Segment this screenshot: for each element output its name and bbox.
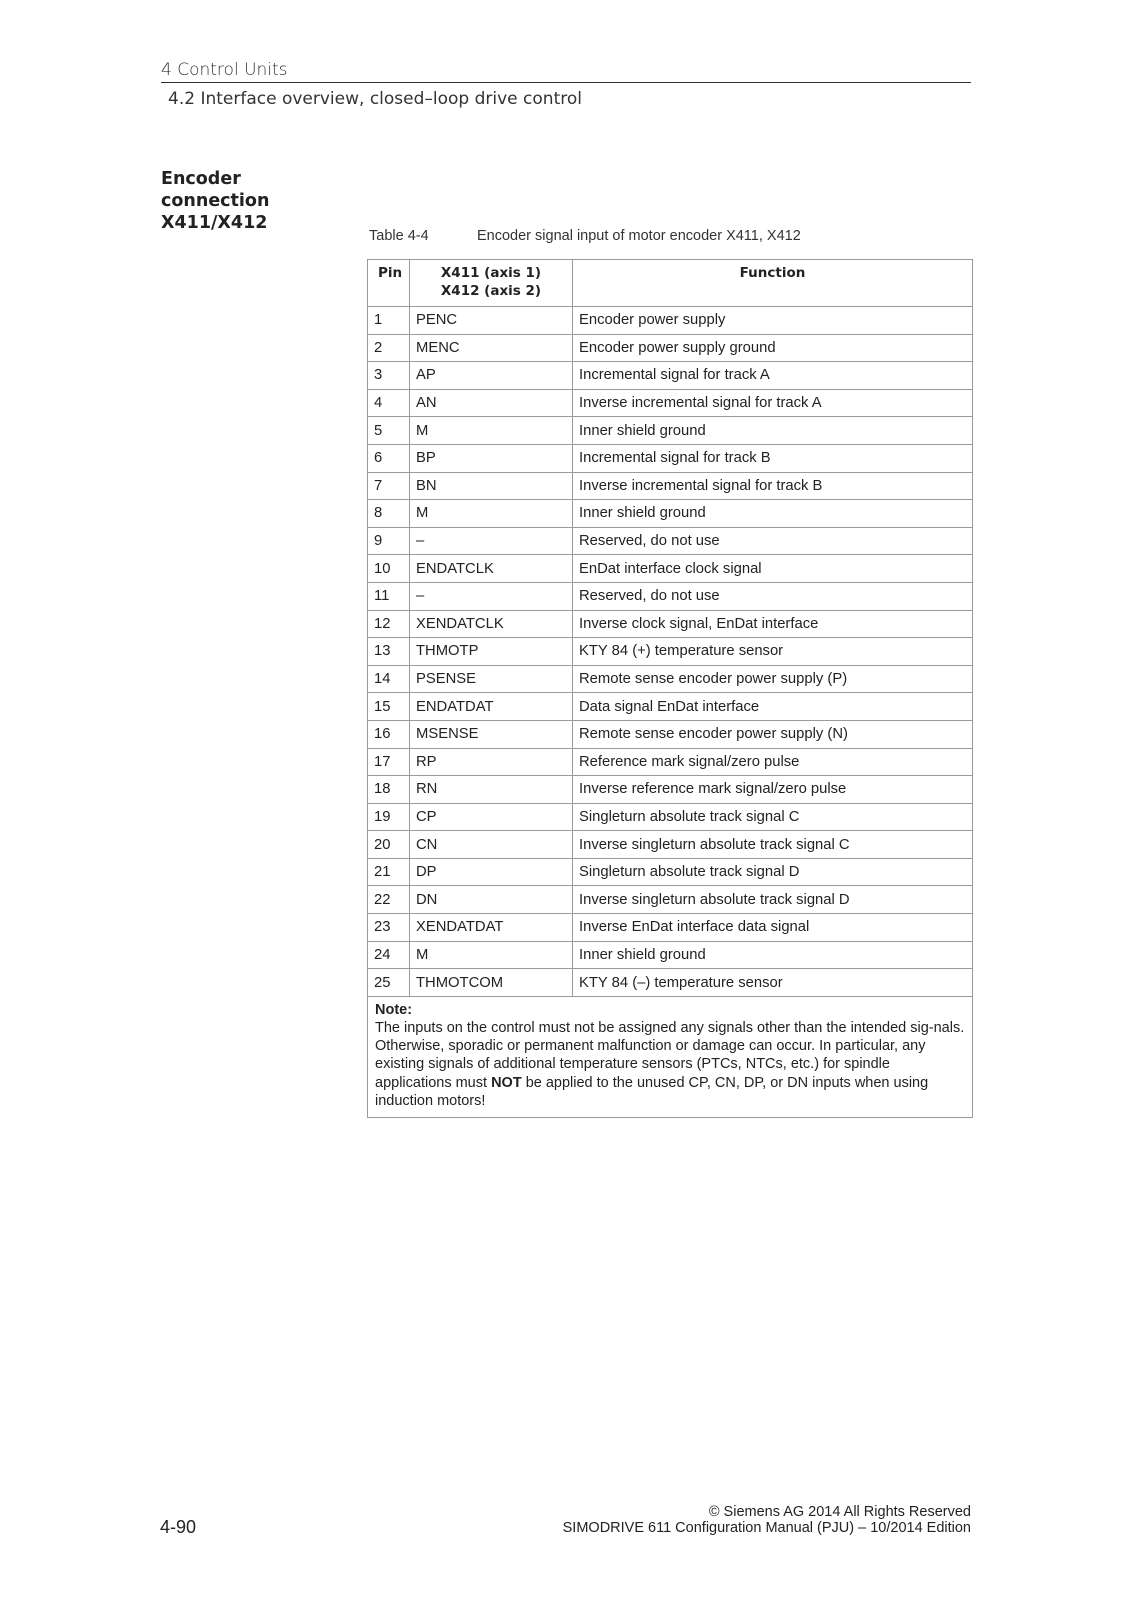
table-row xyxy=(368,941,973,969)
section-header: 4.2 Interface overview, closed–loop drive control xyxy=(168,89,582,109)
table-row xyxy=(368,307,973,335)
function-cell: Incremental signal for track B xyxy=(573,444,973,472)
axis2-header: X412 (axis 2) xyxy=(440,283,542,299)
table-row xyxy=(368,693,973,721)
pin-cell: 19 xyxy=(368,803,410,831)
signal-cell: RP xyxy=(410,748,573,776)
signal-cell: AP xyxy=(410,362,573,390)
table-header-row xyxy=(368,260,973,307)
function-cell: KTY 84 (+) temperature sensor xyxy=(573,638,973,666)
footer-info xyxy=(563,1504,971,1536)
note-row xyxy=(368,996,973,1117)
signal-cell: ENDATCLK xyxy=(410,555,573,583)
table-row xyxy=(368,472,973,500)
pin-cell: 15 xyxy=(368,693,410,721)
table-row xyxy=(368,665,973,693)
table-row xyxy=(368,776,973,804)
table-row xyxy=(368,610,973,638)
table-row xyxy=(368,500,973,528)
function-cell: Remote sense encoder power supply (P) xyxy=(573,665,973,693)
table-row xyxy=(368,748,973,776)
function-cell: Reserved, do not use xyxy=(573,582,973,610)
pin-cell: 22 xyxy=(368,886,410,914)
pin-cell: 6 xyxy=(368,444,410,472)
function-cell: Remote sense encoder power supply (N) xyxy=(573,720,973,748)
signal-cell: THMOTP xyxy=(410,638,573,666)
table-row xyxy=(368,444,973,472)
signal-cell: THMOTCOM xyxy=(410,969,573,997)
table-row xyxy=(368,886,973,914)
function-cell: Reserved, do not use xyxy=(573,527,973,555)
function-cell: Inverse incremental signal for track A xyxy=(573,389,973,417)
pin-column-header: Pin xyxy=(368,260,410,307)
function-cell: Inner shield ground xyxy=(573,500,973,528)
pin-cell: 11 xyxy=(368,582,410,610)
pin-cell: 24 xyxy=(368,941,410,969)
pin-cell: 14 xyxy=(368,665,410,693)
pin-cell: 25 xyxy=(368,969,410,997)
signal-cell: MENC xyxy=(410,334,573,362)
function-cell: Inverse singleturn absolute track signal C xyxy=(573,831,973,859)
chapter-header: 4 Control Units xyxy=(161,59,971,83)
table-caption-number: Table 4-4 xyxy=(369,228,429,244)
copyright-line: © Siemens AG 2014 All Rights Reserved xyxy=(708,1504,971,1520)
pin-cell: 1 xyxy=(368,307,410,335)
function-cell: Inverse clock signal, EnDat interface xyxy=(573,610,973,638)
pin-cell: 23 xyxy=(368,914,410,942)
signal-cell: DN xyxy=(410,886,573,914)
pin-cell: 13 xyxy=(368,638,410,666)
pin-cell: 4 xyxy=(368,389,410,417)
table-row xyxy=(368,555,973,583)
function-cell: EnDat interface clock signal xyxy=(573,555,973,583)
table-row xyxy=(368,389,973,417)
table-row xyxy=(368,527,973,555)
page-number: 4-90 xyxy=(160,1517,197,1537)
pin-cell: 2 xyxy=(368,334,410,362)
pin-cell: 17 xyxy=(368,748,410,776)
function-cell: Inverse reference mark signal/zero pulse xyxy=(573,776,973,804)
table-row xyxy=(368,638,973,666)
table-row xyxy=(368,362,973,390)
signal-cell: MSENSE xyxy=(410,720,573,748)
function-cell: Encoder power supply xyxy=(573,307,973,335)
signal-cell: AN xyxy=(410,389,573,417)
function-cell: Singleturn absolute track signal C xyxy=(573,803,973,831)
pin-cell: 21 xyxy=(368,858,410,886)
function-cell: Inverse EnDat interface data signal xyxy=(573,914,973,942)
signal-cell: – xyxy=(410,582,573,610)
pin-cell: 7 xyxy=(368,472,410,500)
pin-cell: 9 xyxy=(368,527,410,555)
function-cell: Singleturn absolute track signal D xyxy=(573,858,973,886)
pin-cell: 10 xyxy=(368,555,410,583)
pin-cell: 12 xyxy=(368,610,410,638)
pin-cell: 16 xyxy=(368,720,410,748)
signal-cell: – xyxy=(410,527,573,555)
side-heading-line: Encoder xyxy=(161,169,241,189)
signal-cell: PSENSE xyxy=(410,665,573,693)
table-row xyxy=(368,914,973,942)
pin-cell: 3 xyxy=(368,362,410,390)
encoder-pin-table xyxy=(367,259,973,1118)
signal-cell: XENDATDAT xyxy=(410,914,573,942)
signal-cell: BN xyxy=(410,472,573,500)
pin-cell: 18 xyxy=(368,776,410,804)
table-row xyxy=(368,803,973,831)
function-column-header: Function xyxy=(573,260,973,307)
table-row xyxy=(368,582,973,610)
signal-cell: M xyxy=(410,941,573,969)
axis1-header: X411 (axis 1) xyxy=(440,265,542,281)
table-row xyxy=(368,334,973,362)
pin-cell: 5 xyxy=(368,417,410,445)
signal-cell: CP xyxy=(410,803,573,831)
signal-cell: RN xyxy=(410,776,573,804)
side-heading xyxy=(161,168,321,234)
table-row xyxy=(368,969,973,997)
signal-cell: M xyxy=(410,417,573,445)
note-label: Note: xyxy=(375,1001,413,1018)
table-caption-title: Encoder signal input of motor encoder X411, X412 xyxy=(477,228,801,244)
signal-cell: XENDATCLK xyxy=(410,610,573,638)
function-cell: Inner shield ground xyxy=(573,417,973,445)
table-caption xyxy=(369,227,801,245)
table-row xyxy=(368,720,973,748)
signal-cell: M xyxy=(410,500,573,528)
edition-line: SIMODRIVE 611 Configuration Manual (PJU) – 10/2014 Edition xyxy=(562,1520,971,1536)
note-text: The inputs on the control must not be assigned any signals other than the intended sig-nals. Otherwise, sporadic or permanent malfunction or damage can occur. In particular, any existing signals of additional temperature sensors (PTCs, NTCs, etc.) for spindle applications must xyxy=(375,1020,965,1091)
function-cell: Reference mark signal/zero pulse xyxy=(573,748,973,776)
note-cell xyxy=(368,996,973,1117)
signal-column-header xyxy=(410,260,573,307)
function-cell: Inner shield ground xyxy=(573,941,973,969)
signal-cell: PENC xyxy=(410,307,573,335)
pin-cell: 8 xyxy=(368,500,410,528)
pin-cell: 20 xyxy=(368,831,410,859)
table-row xyxy=(368,831,973,859)
function-cell: Inverse singleturn absolute track signal D xyxy=(573,886,973,914)
note-text: be applied to the unused CP, CN, DP, or DN inputs when using induction motors! xyxy=(375,1074,929,1109)
signal-cell: DP xyxy=(410,858,573,886)
signal-cell: BP xyxy=(410,444,573,472)
function-cell: Inverse incremental signal for track B xyxy=(573,472,973,500)
side-heading-line: X411/X412 xyxy=(161,213,268,233)
side-heading-line: connection xyxy=(161,191,270,211)
function-cell: Data signal EnDat interface xyxy=(573,693,973,721)
note-emphasis: NOT xyxy=(491,1074,522,1091)
signal-cell: CN xyxy=(410,831,573,859)
table-row xyxy=(368,858,973,886)
function-cell: Incremental signal for track A xyxy=(573,362,973,390)
function-cell: Encoder power supply ground xyxy=(573,334,973,362)
signal-cell: ENDATDAT xyxy=(410,693,573,721)
function-cell: KTY 84 (–) temperature sensor xyxy=(573,969,973,997)
table-row xyxy=(368,417,973,445)
